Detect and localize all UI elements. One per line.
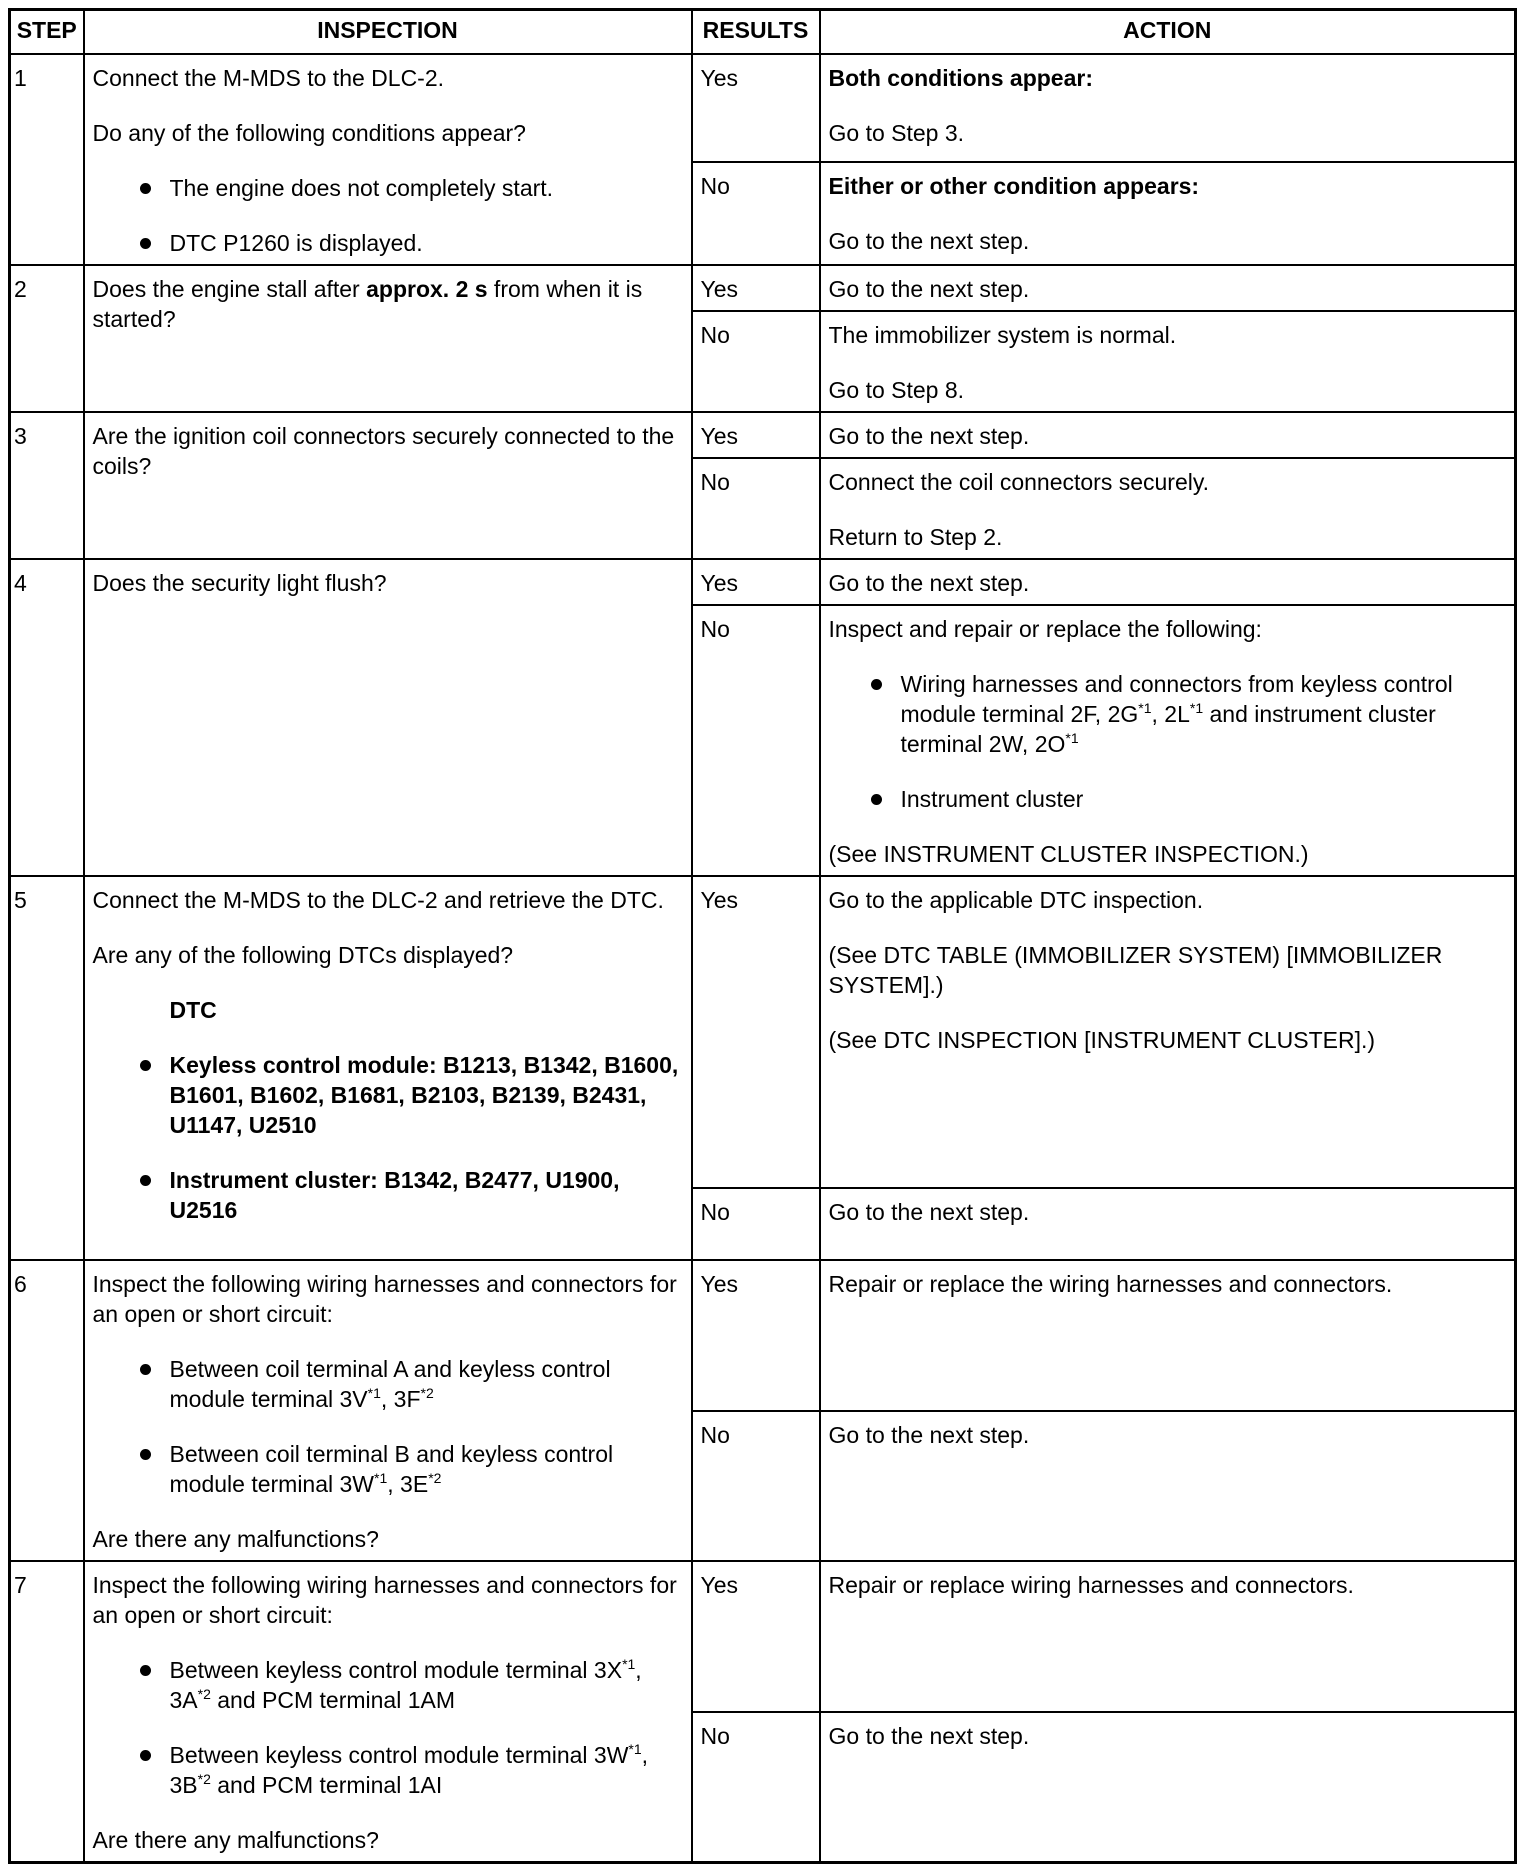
inspection-text: Connect the M-MDS to the DLC-2 and retrieve the DTC.: [92, 887, 664, 913]
result-no: No: [692, 1188, 820, 1260]
result-yes: Yes: [692, 876, 820, 1188]
step-number: 2: [10, 265, 84, 412]
repair-list: [829, 669, 1507, 814]
result-no: No: [692, 1411, 820, 1562]
header-results: RESULTS: [692, 10, 820, 55]
action-text: The immobilizer system is normal.: [828, 322, 1177, 348]
circuit-item: Between coil terminal B and keyless control module terminal $3W^{*1}$, $3E^{*2}$: [140, 1439, 683, 1499]
circuit-item: Between keyless control module terminal $3W^{*1}$, $3B^{*2}$ and PCM terminal 1AI: [140, 1740, 683, 1800]
inspection-text: Does the engine stall after: [92, 276, 367, 302]
action-cell: Go to the next step.: [820, 265, 1516, 311]
step-number: 4: [10, 559, 84, 876]
action-cell: [820, 54, 1516, 162]
inspection-cell: [84, 265, 692, 412]
action-text: Connect the coil connectors securely.: [828, 469, 1210, 495]
dtc-item: Keyless control module: B1213, B1342, B1600, B1601, B1602, B1681, B2103, B2139, B2431, U1147, U2510: [140, 1050, 683, 1140]
circuit-item: Between keyless control module terminal $3X^{*1}$, $3A^{*2}$ and PCM terminal 1AM: [140, 1655, 683, 1715]
circuit-list: [93, 1655, 683, 1800]
result-no: No: [692, 162, 820, 265]
action-text: Go to the applicable DTC inspection.: [828, 887, 1204, 913]
result-yes: Yes: [692, 1260, 820, 1411]
header-action: ACTION: [820, 10, 1516, 55]
action-cell: Go to the next step.: [820, 412, 1516, 458]
action-text: Go to Step 8.: [828, 377, 965, 403]
action-cell: Repair or replace wiring harnesses and connectors.: [820, 1561, 1516, 1712]
diagnostic-table: [8, 8, 1517, 1864]
result-no: No: [692, 458, 820, 559]
step-5-yes-row: [10, 876, 1516, 1188]
step-2-yes-row: [10, 265, 1516, 311]
step-4-yes-row: [10, 559, 1516, 605]
repair-item: Wiring harnesses and connectors from keyless control module terminal 2F, $2G^{*1}$, $2L^{*1}$ and instrument cluster terminal 2W, $2O^{*1}$: [871, 669, 1507, 759]
step-1-yes-row: [10, 54, 1516, 162]
dtc-label: DTC: [169, 997, 217, 1023]
action-text: Go to the next step.: [828, 227, 1030, 254]
troubleshooting-sheet: [8, 8, 1514, 1864]
dtc-list: [93, 1050, 683, 1225]
action-text: Return to Step 2.: [828, 524, 1003, 550]
result-yes: Yes: [692, 54, 820, 162]
action-cell: Go to the next step.: [820, 1712, 1516, 1863]
result-yes: Yes: [692, 559, 820, 605]
action-reference: (See DTC TABLE (IMMOBILIZER SYSTEM) [IMMOBILIZER SYSTEM].): [828, 942, 1443, 998]
action-reference: (See DTC INSPECTION [INSTRUMENT CLUSTER].): [828, 1027, 1376, 1053]
inspection-question: Are there any malfunctions?: [92, 1526, 379, 1552]
inspection-cell: [84, 1260, 692, 1561]
header-step: STEP: [10, 10, 84, 55]
action-cell: [820, 162, 1516, 265]
inspection-cell: [84, 54, 692, 265]
action-cell: [820, 876, 1516, 1188]
inspection-text: Connect the M-MDS to the DLC-2.: [92, 65, 445, 91]
action-cell: Go to the next step.: [820, 559, 1516, 605]
action-cell: Go to the next step.: [820, 1411, 1516, 1562]
inspection-cell: [84, 876, 692, 1260]
condition-list: [93, 173, 683, 258]
action-cell: Go to the next step.: [820, 1188, 1516, 1260]
step-6-yes-row: [10, 1260, 1516, 1411]
step-number: 6: [10, 1260, 84, 1561]
action-cell: [820, 458, 1516, 559]
inspection-text: Inspect the following wiring harnesses and connectors for an open or short circuit:: [92, 1572, 677, 1628]
condition-item: DTC P1260 is displayed.: [140, 228, 683, 258]
action-text: Go to Step 3.: [828, 120, 965, 146]
inspection-cell: Are the ignition coil connectors securely connected to the coils?: [84, 412, 692, 559]
action-cell: [820, 311, 1516, 412]
action-heading: Both conditions appear:: [828, 65, 1093, 91]
inspection-cell: Does the security light flush?: [84, 559, 692, 876]
inspection-question: Are there any malfunctions?: [92, 1827, 379, 1853]
inspection-text: Inspect the following wiring harnesses and connectors for an open or short circuit:: [92, 1271, 677, 1327]
circuit-item: Between coil terminal A and keyless control module terminal $3V^{*1}$, $3F^{*2}$: [140, 1354, 683, 1414]
result-no: No: [692, 605, 820, 876]
header-inspection: INSPECTION: [84, 10, 692, 55]
circuit-list: [93, 1354, 683, 1499]
inspection-cell: [84, 1561, 692, 1863]
result-yes: Yes: [692, 265, 820, 311]
action-cell: [820, 605, 1516, 876]
repair-item: Instrument cluster: [871, 784, 1507, 814]
table-header-row: [10, 10, 1516, 55]
dtc-item: Instrument cluster: B1342, B2477, U1900, U2516: [140, 1165, 683, 1225]
result-yes: Yes: [692, 412, 820, 458]
result-yes: Yes: [692, 1561, 820, 1712]
step-number: 3: [10, 412, 84, 559]
result-no: No: [692, 1712, 820, 1863]
step-number: 5: [10, 876, 84, 1260]
step-number: 7: [10, 1561, 84, 1863]
step-7-yes-row: [10, 1561, 1516, 1712]
action-reference: (See INSTRUMENT CLUSTER INSPECTION.): [828, 841, 1309, 867]
inspection-question: Are any of the following DTCs displayed?: [92, 942, 514, 968]
condition-item: The engine does not completely start.: [140, 173, 683, 203]
action-heading: Either or other condition appears:: [828, 172, 1200, 199]
step-3-yes-row: [10, 412, 1516, 458]
action-cell: Repair or replace the wiring harnesses and connectors.: [820, 1260, 1516, 1411]
step-number: 1: [10, 54, 84, 265]
action-text: Inspect and repair or replace the following:: [828, 616, 1262, 642]
inspection-text: from when it is started?: [92, 276, 643, 332]
inspection-question: Do any of the following conditions appear?: [92, 120, 526, 146]
inspection-time: approx. 2 s: [366, 276, 488, 302]
result-no: No: [692, 311, 820, 412]
